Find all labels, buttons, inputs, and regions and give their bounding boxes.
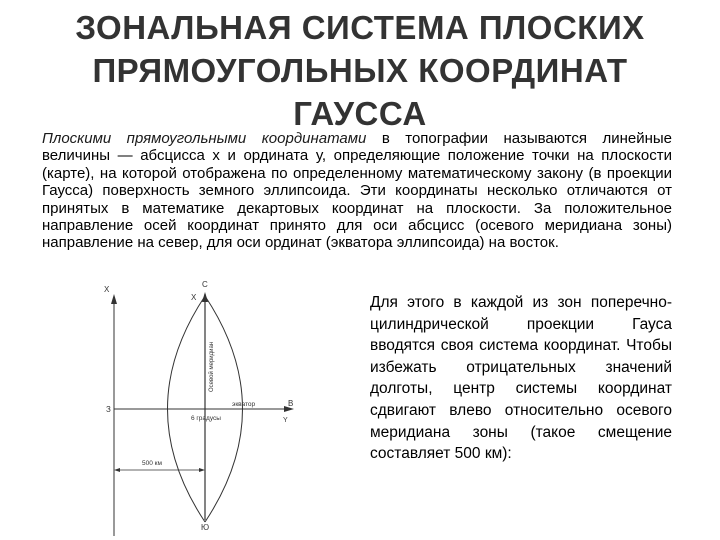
side-paragraph: Для этого в каждой из зон поперечно-цилиндрической проекции Гауса вводятся своя система координат. Чтобы избежать отрицательных значений долготы, центр системы координат сдвигают влево относительно осевого меридиана зоны (такое смещение составляет 500 км): — [370, 294, 672, 463]
title-line-3: ГАУССА — [293, 95, 427, 132]
page-title — [0, 6, 720, 135]
intro-emphasis: Плоскими прямоугольными координатами — [42, 130, 367, 147]
title-line-1: ЗОНАЛЬНАЯ СИСТЕМА ПЛОСКИХ — [75, 9, 645, 46]
label-x-axis: X — [191, 293, 197, 302]
label-east: В — [288, 399, 294, 408]
axial-meridian-arrow — [202, 292, 208, 302]
gauss-zone-diagram — [80, 274, 330, 540]
intro-paragraph — [42, 130, 672, 252]
offset-arrow-left — [114, 468, 120, 472]
label-y: Y — [283, 417, 288, 424]
offset-arrow-right — [199, 468, 205, 472]
label-meridian: Осевой меридиан — [209, 341, 215, 392]
label-north: С — [202, 280, 208, 289]
title-line-2: ПРЯМОУГОЛЬНЫХ КООРДИНАТ — [92, 52, 628, 89]
label-south: Ю — [201, 523, 210, 532]
label-degrees: 6 градусы — [191, 415, 221, 422]
label-x-left: X — [104, 285, 110, 294]
label-west: З — [106, 405, 111, 414]
left-x-axis-arrow — [111, 294, 117, 304]
label-offset: 500 км — [142, 460, 162, 467]
intro-text: в топографии называются линейные величины — абсцисса х и ордината у, определяющие положение точки на плоскости (карте), на которой отображена по определенному математическому закону (в проекции Гаусса) поверхность земного эллипсоида. Эти координаты несколько отличаются от принятых в математике декартовых координат на плоскости. За положительное направление осей координат принято для оси абсцисс (осевого меридиана зоны) направление на север, для оси ординат (экватора эллипсоида) на восток. — [42, 130, 672, 252]
label-equator: экватор — [232, 401, 256, 408]
